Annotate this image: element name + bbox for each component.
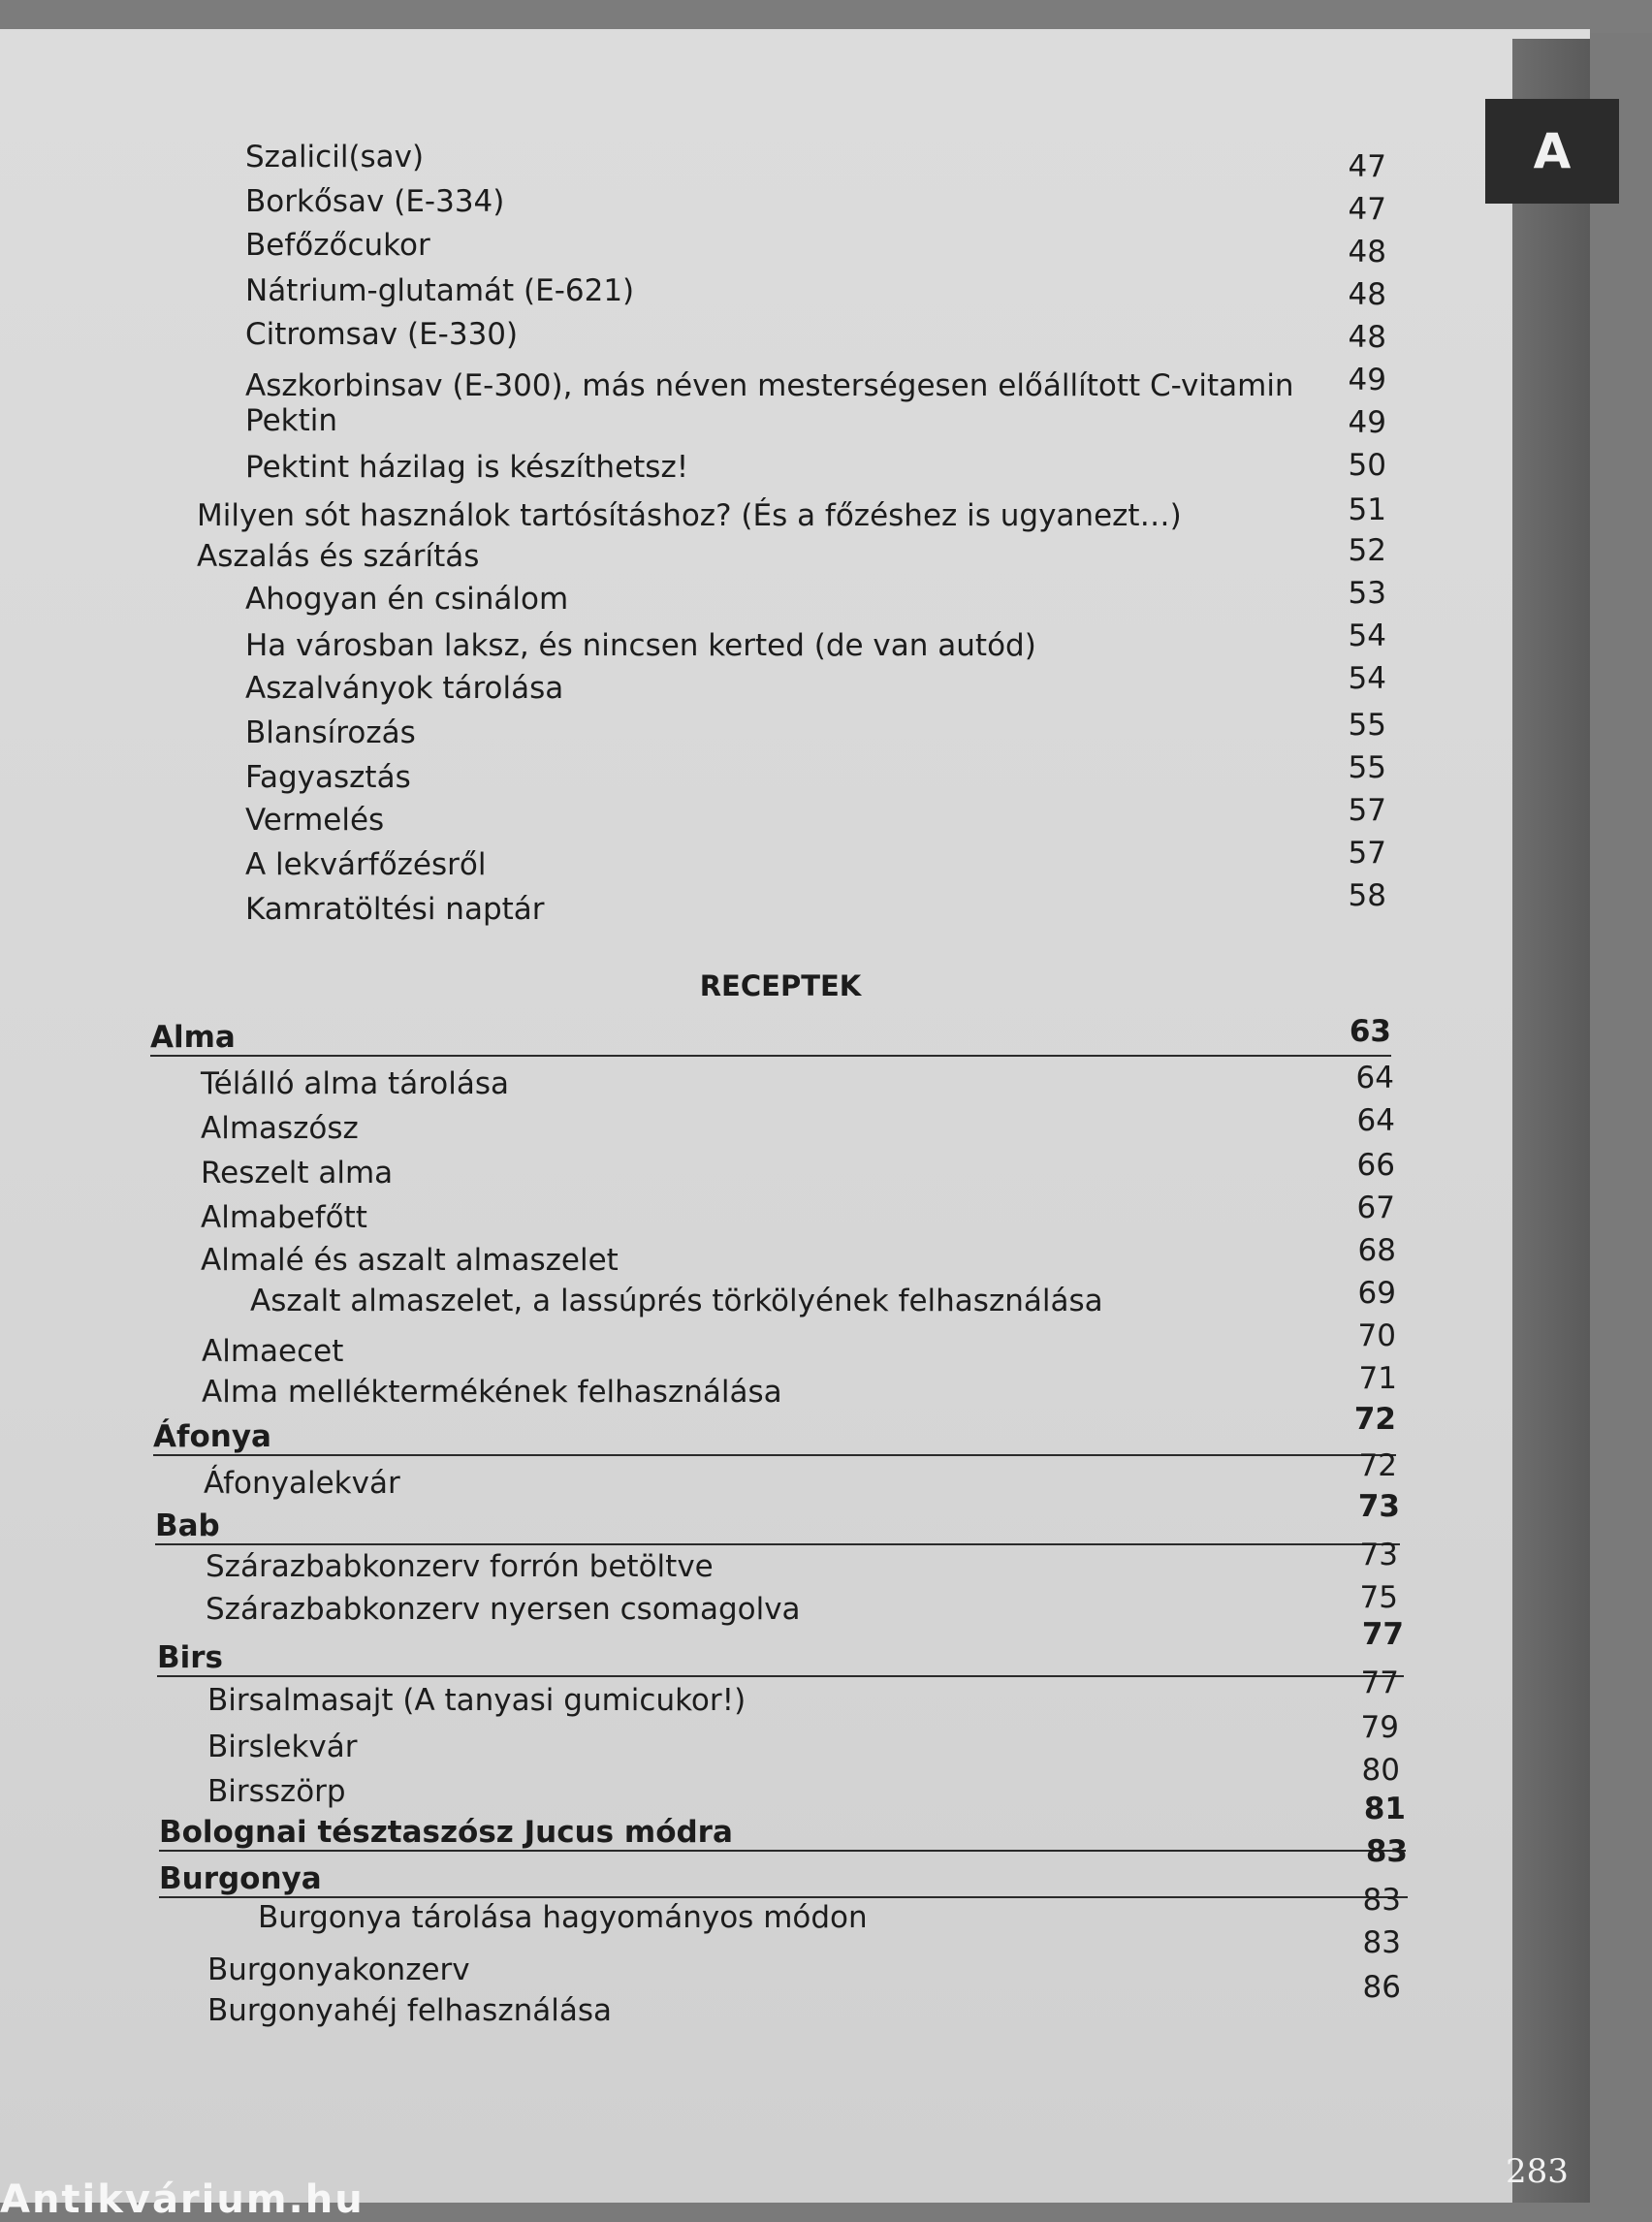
toc-chapter-row[interactable]: [159, 1792, 1406, 1852]
watermark: Antikvárium.hu: [0, 2177, 365, 2222]
toc-entry-title: Birsalmasajt (A tanyasi gumicukor!): [207, 1683, 747, 1718]
toc-entry-title: Almaszósz: [201, 1111, 359, 1146]
recipes-heading: RECEPTEK: [699, 969, 862, 1002]
toc-entry-page: 67: [1356, 1190, 1395, 1225]
toc-entry-title: Almaecet: [202, 1334, 344, 1369]
toc-chapter-row[interactable]: [155, 1489, 1400, 1545]
toc-entry-title: Burgonya: [159, 1861, 322, 1896]
toc-entry-title: Nátrium-glutamát (E-621): [245, 273, 635, 308]
toc-entry-page: 55: [1348, 708, 1386, 743]
toc-entry-title: Aszalványok tárolása: [245, 671, 564, 706]
toc-entry-title: Pektin: [245, 403, 338, 438]
toc-entry-title: Pektint házilag is készíthetsz!: [245, 450, 689, 485]
toc-entry-title: Aszalás és szárítás: [197, 539, 480, 574]
toc-entry-title: Befőzőcukor: [245, 228, 430, 263]
toc-entry-page: 57: [1348, 793, 1386, 828]
toc-entry-title: Aszkorbinsav (E-300), más néven mesterségesen előállított C-vitamin: [245, 368, 1294, 403]
toc-entry-page: 79: [1360, 1710, 1399, 1745]
toc-entry-title: Szalicil(sav): [245, 140, 425, 175]
toc-chapter-row[interactable]: [157, 1617, 1404, 1677]
toc-entry-title: Vermelés: [245, 803, 385, 838]
toc-entry-title: A lekvárfőzésről: [245, 847, 487, 882]
toc-entry-page: 73: [1359, 1538, 1398, 1572]
toc-entry-page: 83: [1362, 1883, 1401, 1918]
toc-entry-page: 57: [1348, 836, 1386, 871]
toc-entry-title: Reszelt alma: [201, 1156, 394, 1190]
toc-entry-page: 66: [1356, 1148, 1395, 1183]
toc-entry-page: 81: [1363, 1792, 1406, 1826]
toc-entry-title: Birsszörp: [207, 1774, 346, 1809]
toc-entry-page: 75: [1359, 1580, 1398, 1615]
toc-entry-page: 47: [1348, 192, 1386, 227]
toc-entry-title: Alma melléktermékének felhasználása: [202, 1375, 782, 1410]
toc-entry-page: 73: [1357, 1489, 1400, 1524]
toc-entry-title: Áfonya: [153, 1419, 271, 1454]
toc-entry-page: 50: [1348, 448, 1386, 483]
toc-entry-page: 68: [1357, 1233, 1396, 1268]
toc-entry-title: Aszalt almaszelet, a lassúprés törkölyének felhasználása: [250, 1284, 1103, 1318]
toc-entry-page: 77: [1360, 1666, 1399, 1700]
toc-entry-page: 71: [1358, 1361, 1397, 1396]
toc-entry-page: 54: [1348, 619, 1386, 653]
toc-entry-title: Szárazbabkonzerv nyersen csomagolva: [206, 1592, 801, 1627]
toc-entry-page: 72: [1358, 1448, 1397, 1483]
toc-entry-title: Fagyasztás: [245, 760, 411, 795]
toc-entry-title: Ha városban laksz, és nincsen kerted (de van autód): [245, 628, 1036, 663]
toc-entry-page: 80: [1361, 1753, 1400, 1788]
toc-entry-page: 63: [1349, 1014, 1391, 1049]
toc-entry-page: 70: [1357, 1318, 1396, 1353]
toc-chapter-row[interactable]: [159, 1834, 1408, 1898]
toc-entry-page: 54: [1348, 661, 1386, 696]
toc-entry-title: Borkősav (E-334): [245, 184, 505, 219]
page-edge: [1512, 39, 1590, 2203]
toc-entry-title: Szárazbabkonzerv forrón betöltve: [206, 1549, 714, 1584]
toc-entry-title: Burgonyakonzerv: [207, 1952, 470, 1987]
toc-entry-title: Ahogyan én csinálom: [245, 582, 569, 617]
toc-entry-page: 64: [1356, 1103, 1395, 1138]
section-tab: [1485, 99, 1619, 204]
toc-entry-title: Almabefőtt: [201, 1200, 367, 1235]
toc-entry-title: Birs: [157, 1640, 223, 1675]
toc-entry-title: Bolognai tésztaszósz Jucus módra: [159, 1815, 733, 1850]
toc-entry-page: 48: [1348, 235, 1386, 270]
toc-entry-title: Burgonya tárolása hagyományos módon: [258, 1900, 868, 1935]
toc-entry-page: 53: [1348, 576, 1386, 611]
toc-entry-title: Télálló alma tárolása: [201, 1066, 509, 1101]
toc-entry-page: 72: [1353, 1402, 1396, 1437]
toc-entry-page: 49: [1348, 405, 1386, 440]
toc-entry-page: 77: [1361, 1617, 1404, 1652]
toc-entry-page: 86: [1362, 1970, 1401, 2005]
toc-entry-page: 55: [1348, 750, 1386, 785]
toc-entry-page: 83: [1365, 1834, 1408, 1869]
toc-entry-title: Bab: [155, 1508, 220, 1543]
toc-chapter-row[interactable]: [150, 1016, 1391, 1057]
toc-entry-title: Birslekvár: [207, 1730, 358, 1764]
toc-entry-title: Kamratöltési naptár: [245, 892, 545, 927]
toc-entry-title: Almalé és aszalt almaszelet: [201, 1243, 619, 1278]
section-tab-letter: A: [1533, 123, 1572, 179]
page-number: 283: [1506, 2152, 1569, 2191]
toc-entry-title: Citromsav (E-330): [245, 317, 519, 352]
toc-entry-page: 49: [1348, 363, 1386, 397]
toc-entry-title: Milyen sót használok tartósításhoz? (És a főzéshez is ugyanezt…): [197, 498, 1182, 533]
toc-entry-title: Blansírozás: [245, 715, 416, 750]
toc-chapter-row[interactable]: [153, 1402, 1396, 1456]
toc-entry-page: 69: [1357, 1276, 1396, 1311]
toc-entry-page: 47: [1348, 149, 1386, 184]
toc-entry-page: 51: [1348, 492, 1386, 527]
toc-entry-page: 83: [1362, 1925, 1401, 1960]
toc-entry-page: 48: [1348, 277, 1386, 312]
toc-entry-page: 48: [1348, 320, 1386, 355]
toc-entry-page: 64: [1355, 1061, 1394, 1095]
toc-entry-title: Burgonyahéj felhasználása: [207, 1993, 613, 2028]
toc-entry-page: 58: [1348, 878, 1386, 913]
toc-entry-title: Alma: [150, 1020, 236, 1055]
toc-entry-page: 52: [1348, 533, 1386, 568]
toc-entry-title: Áfonyalekvár: [204, 1466, 400, 1501]
